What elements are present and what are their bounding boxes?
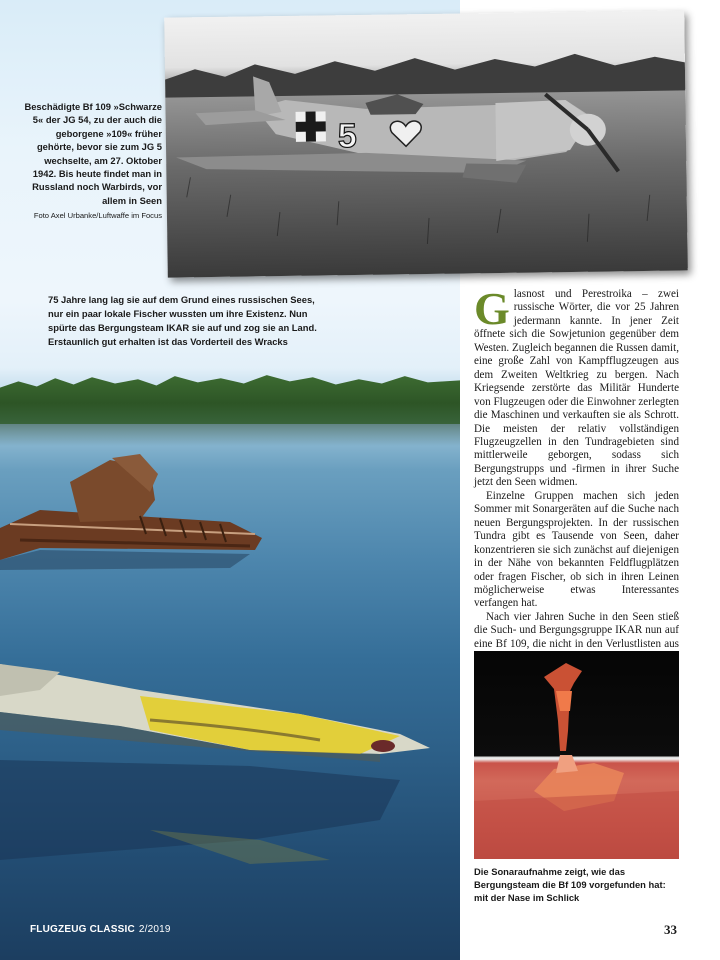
- bf109-aircraft-drawing: [164, 10, 688, 277]
- caption-top-photo: [22, 100, 162, 223]
- treeline: [0, 372, 460, 424]
- footer-magazine: [30, 924, 171, 935]
- sonar-echo: [474, 651, 679, 859]
- article-paragraph-3: Nach vier Jahren Suche in den Seen stieß die Such- und Bergungsgruppe IKAR nun auf eine Bf 109, die nicht in den Verlustlisten aus: [474, 610, 679, 650]
- article-paragraph-1: [474, 283, 679, 490]
- caption-sonar: Die Sonaraufnahme zeigt, wie das Bergungsteam die Bf 109 vorgefunden hat: mit der Nase im Schlick: [474, 866, 666, 903]
- wing-reflection: [0, 760, 440, 870]
- wreck-fuselage-frame: [0, 450, 270, 570]
- sonar-image: [474, 651, 679, 859]
- caption-lake-photo: 75 Jahre lang lag sie auf dem Grund eines russischen Sees, nur ein paar lokale Fischer wussten um ihre Existenz. Nun spürte das Bergungsteam IKAR sie auf und zog sie an Land. Erstaunlich gut erhalten ist das Vorderteil des Wracks: [48, 294, 317, 347]
- article-paragraph-2: Einzelne Gruppen machen sich jeden Sommer mit Sonargeräten auf die Suche nach neuen Bergungsprojekten. In der russischen Tundra gibt es Tausende von Seen, daher konzentrieren sie sich zunächst auf diejenigen in der Nähe von bekannten Feldflugplätzen oder fragen Fischer, ob sich in ihren Leinen möglicherweise etwas Interessantes verfangen hat.: [474, 489, 679, 610]
- article-body: [474, 283, 679, 665]
- photo-credit: Foto Axel Urbanke/Luftwaffe im Focus: [33, 211, 162, 221]
- dropcap: G: [474, 283, 510, 334]
- caption-top-text: Beschädigte Bf 109 »Schwarze 5« der JG 54, zu der auch die geborgene »109« früher gehörte, bevor sie zum JG 5 wechselte, am 27. Oktober 1942. Bis heute findet man in Russland noch Warbirds, vor allem in Seen: [24, 101, 162, 206]
- issue-number: 2/2019: [138, 924, 171, 935]
- aircraft-number: 5: [337, 116, 358, 156]
- treeline-reflection: [0, 424, 460, 446]
- page-number: 33: [664, 922, 677, 937]
- photo-bf109-black-5: [164, 10, 688, 277]
- article-paragraph-1-text: lasnost und Perestroika – zwei russische Wörter, die vor 25 Jahren jedermann kannte. In jener Zeit öffnete sich die Sowjetunion gegenüber dem Westen. Zugleich begannen die Russen damit, eine große Zahl von Kampfflugzeugen aus dem Zweiten Weltkrieg zu bergen. Nach Kriegsende zerstörte das Militär Hunderte von Flugzeugen oder die Einwohner zerlegten die Maschinen und verkauften sie als Schrott. Die meisten der relativ vollständigen Flugzeugzellen in den Tundragebieten sind mittlerweile geborgen, sodass sich Bergungstrupps und -firmen in ihrer Suche jetzt den Seen widmen.: [474, 288, 679, 489]
- magazine-name: FLUGZEUG CLASSIC: [30, 924, 135, 935]
